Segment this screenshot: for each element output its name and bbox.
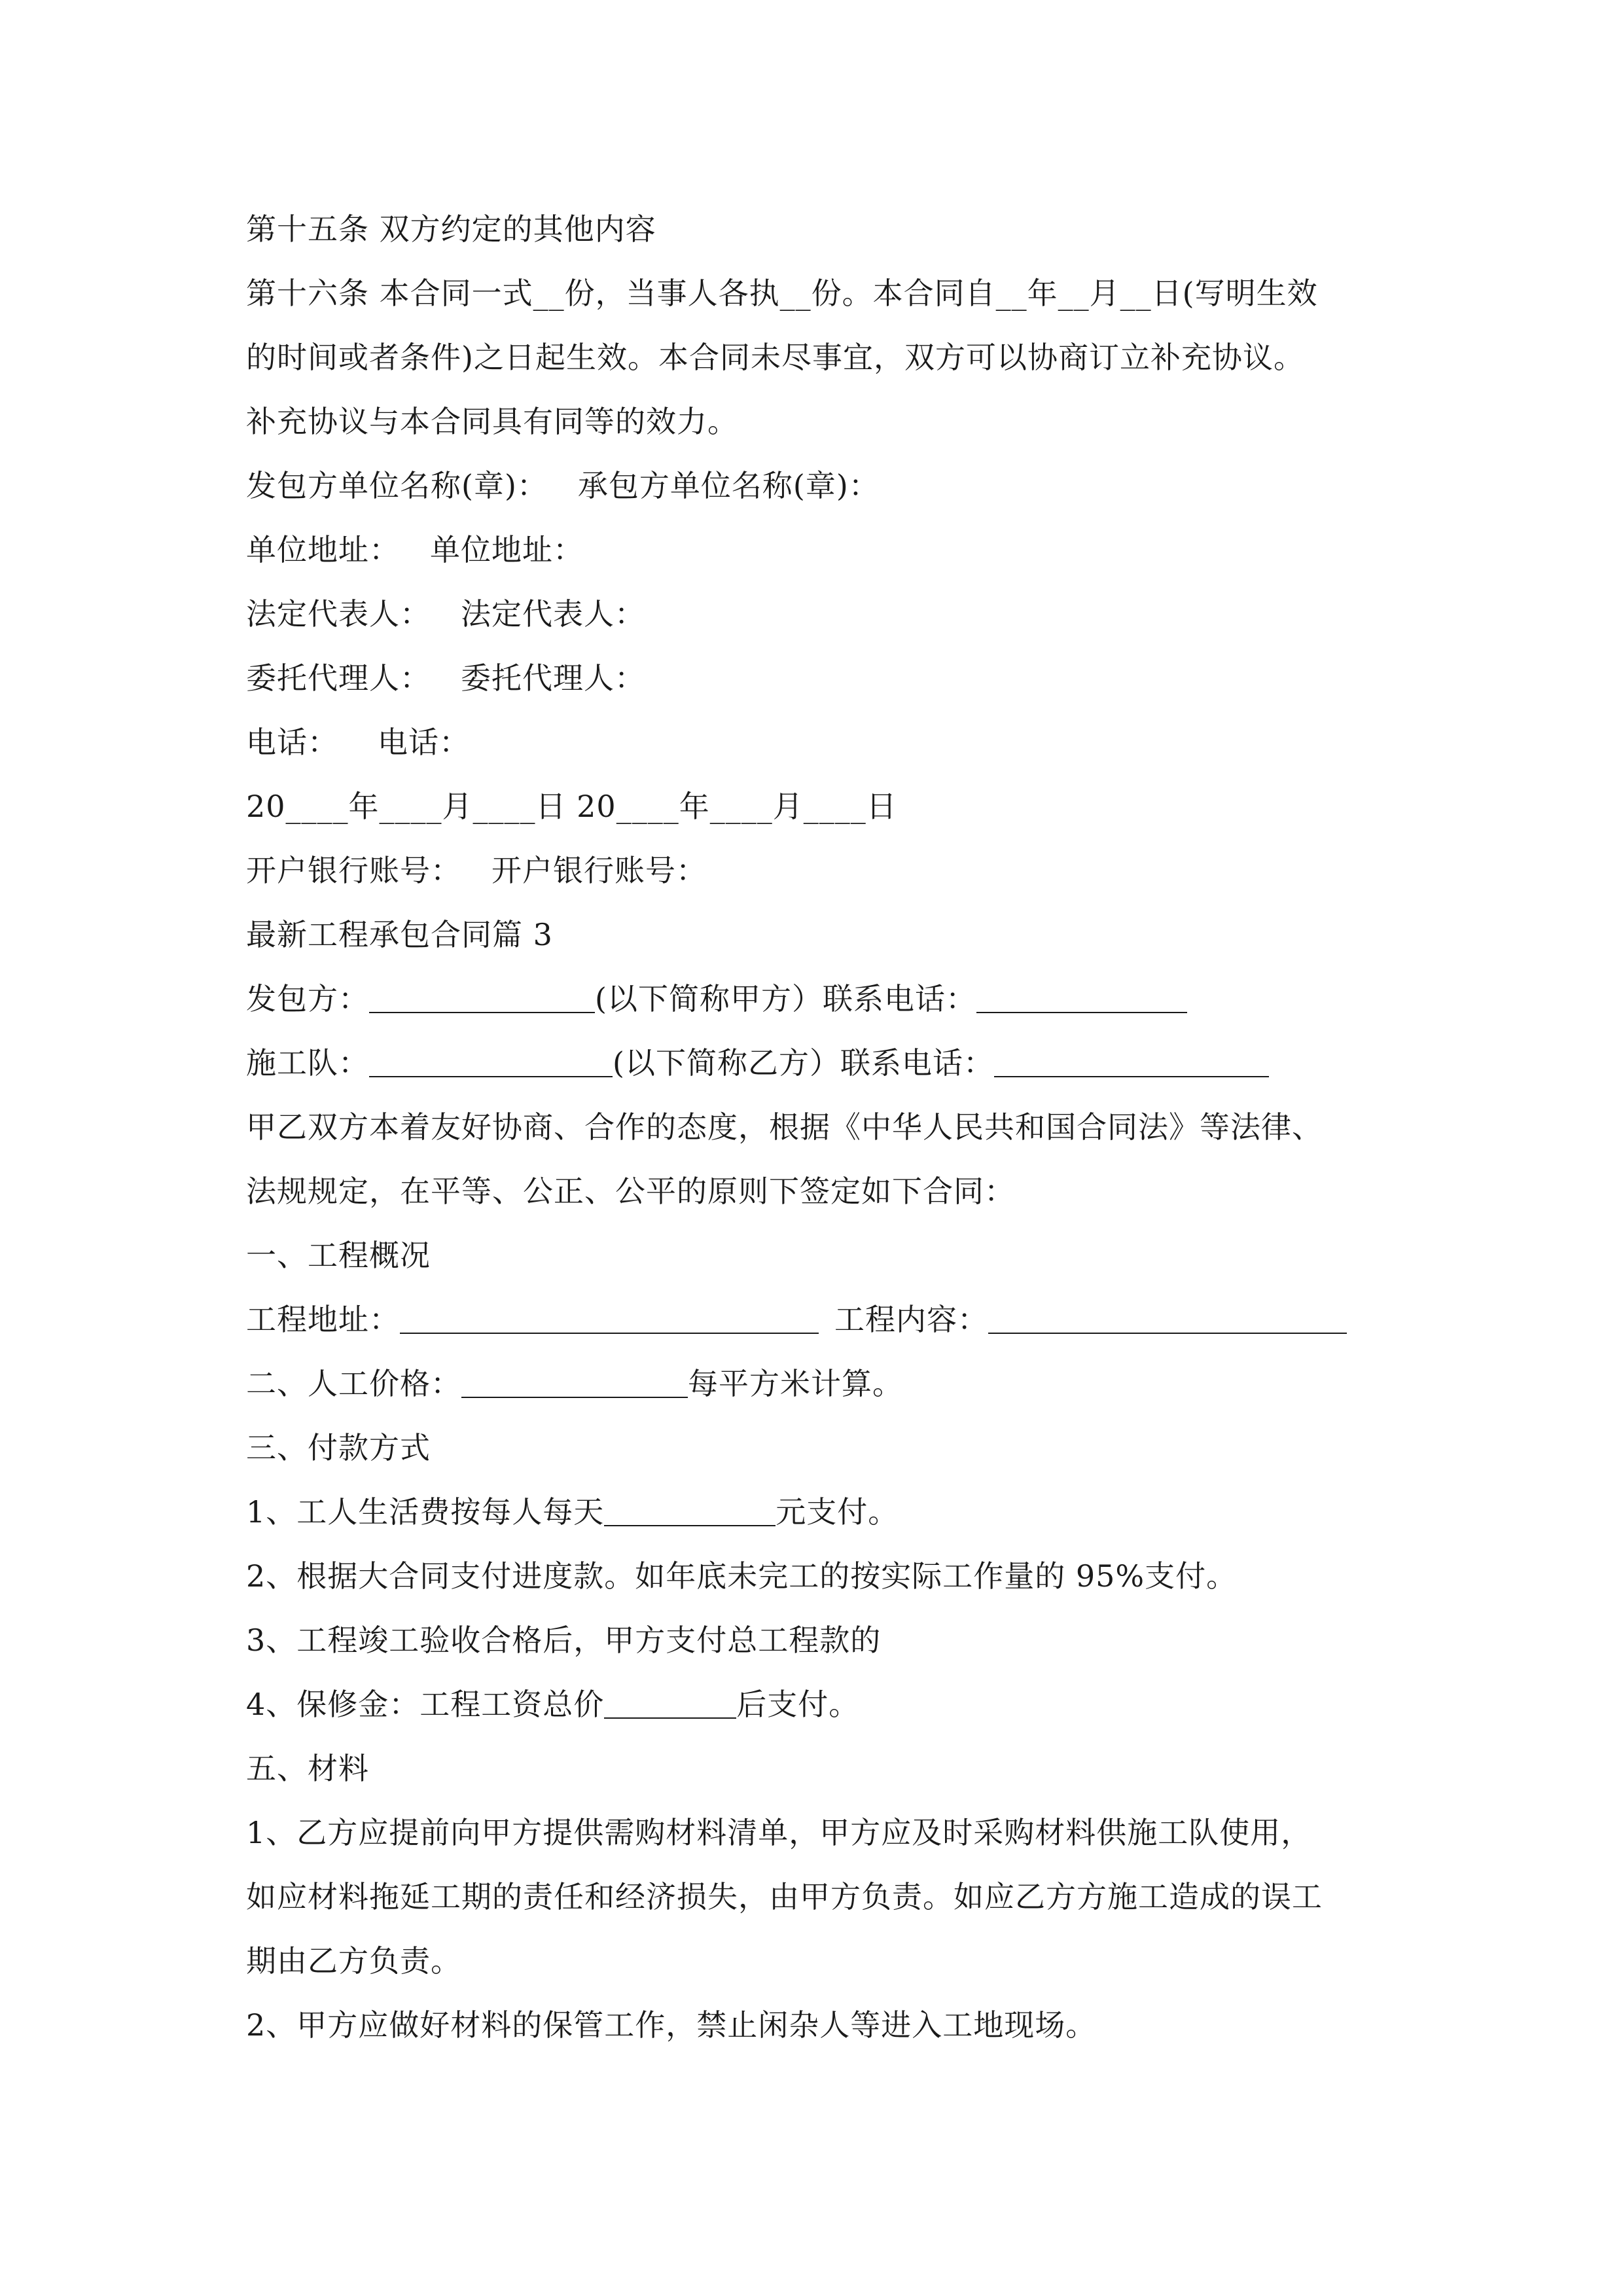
party-b-legal-rep-label: 法定代表人： [461, 596, 645, 632]
party-a-phone-label: 电话： [246, 725, 338, 760]
party-a-agent-label: 委托代理人： [246, 660, 431, 696]
employer-suffix: (以下简称甲方）联系电话： [595, 981, 976, 1016]
party-b-unit-name-label: 承包方单位名称(章)： [577, 468, 880, 503]
employer-label: 发包方： [246, 981, 369, 1016]
heading-payment: 三、付款方式 [246, 1430, 431, 1465]
heading-materials: 五、材料 [246, 1751, 369, 1786]
materials-item-1-line-2: 如应材料拖延工期的责任和经济损失，由甲方负责。如应乙方方施工造成的误工 [246, 1879, 1323, 1914]
clause-16-line-2: 的时间或者条件)之日起生效。本合同未尽事宜，双方可以协商订立补充协议。 [246, 340, 1304, 375]
employer-row [246, 979, 1187, 1018]
clause-15: 第十五条 双方约定的其他内容 [246, 211, 656, 247]
party-a-bank-label: 开户银行账号： [246, 853, 461, 888]
payment-item-1-suffix: 元支付。 [776, 1494, 899, 1530]
living-allowance-blank [604, 1499, 776, 1526]
contractor-label: 施工队： [246, 1045, 369, 1081]
labor-price-row [246, 1364, 903, 1403]
signature-address-row [246, 530, 584, 569]
signature-agent-row [246, 658, 645, 698]
payment-item-4-suffix: 后支付。 [736, 1687, 860, 1722]
payment-item-2: 2、根据大合同支付进度款。如年底未完工的按实际工作量的 95%支付。 [246, 1558, 1238, 1594]
preamble-line-1: 甲乙双方本着友好协商、合作的态度，根据《中华人民共和国合同法》等法律、 [246, 1109, 1323, 1145]
project-address-label: 工程地址： [246, 1302, 400, 1337]
payment-item-1-label: 1、工人生活费按每人每天 [246, 1494, 605, 1530]
party-b-agent-label: 委托代理人： [461, 660, 645, 696]
labor-price-blank [461, 1371, 688, 1398]
payment-item-4-label: 4、保修金：工程工资总价 [246, 1687, 605, 1722]
labor-price-suffix: 每平方米计算。 [688, 1366, 903, 1401]
project-address-blank [400, 1306, 819, 1334]
party-b-phone-label: 电话： [378, 725, 470, 760]
party-a-unit-name-label: 发包方单位名称(章)： [246, 468, 548, 503]
payment-item-1 [246, 1492, 899, 1532]
party-b-address-label: 单位地址： [430, 532, 584, 567]
clause-16-line-1: 第十六条 本合同一式__份，当事人各执__份。本合同自__年__月__日(写明生效 [246, 276, 1318, 311]
project-content-blank [988, 1306, 1347, 1334]
project-content-label: 工程内容： [834, 1302, 988, 1337]
materials-item-1-line-1: 1、乙方应提前向甲方提供需购材料清单，甲方应及时采购材料供施工队使用， [246, 1815, 1312, 1850]
contractor-suffix: (以下简称乙方）联系电话： [613, 1045, 994, 1081]
labor-price-label: 二、人工价格： [246, 1366, 461, 1401]
party-b-bank-label: 开户银行账号： [491, 853, 707, 888]
materials-item-2: 2、甲方应做好材料的保管工作，禁止闲杂人等进入工地现场。 [246, 2007, 1097, 2043]
section-title: 最新工程承包合同篇 3 [246, 917, 553, 952]
heading-project-overview: 一、工程概况 [246, 1238, 431, 1273]
employer-blank [369, 986, 595, 1013]
signature-phone-row [246, 723, 470, 762]
contractor-blank [369, 1050, 613, 1077]
signature-bank-row [246, 851, 707, 890]
signature-unit-name-row [246, 466, 880, 505]
materials-item-1-line-3: 期由乙方负责。 [246, 1943, 461, 1979]
project-row [246, 1300, 1347, 1339]
signature-legal-rep-row [246, 594, 645, 634]
contractor-row [246, 1043, 1269, 1083]
party-a-address-label: 单位地址： [246, 532, 400, 567]
signature-date-row: 20____年____月____日 20____年____月____日 [246, 789, 897, 824]
payment-item-3: 3、工程竣工验收合格后，甲方支付总工程款的 [246, 1623, 882, 1658]
preamble-line-2: 法规规定，在平等、公正、公平的原则下签定如下合同： [246, 1174, 1015, 1209]
party-a-legal-rep-label: 法定代表人： [246, 596, 431, 632]
clause-16-line-3: 补充协议与本合同具有同等的效力。 [246, 404, 738, 439]
payment-item-4 [246, 1685, 859, 1724]
employer-phone-blank [976, 986, 1187, 1013]
contractor-phone-blank [994, 1050, 1269, 1077]
warranty-blank [604, 1691, 736, 1719]
